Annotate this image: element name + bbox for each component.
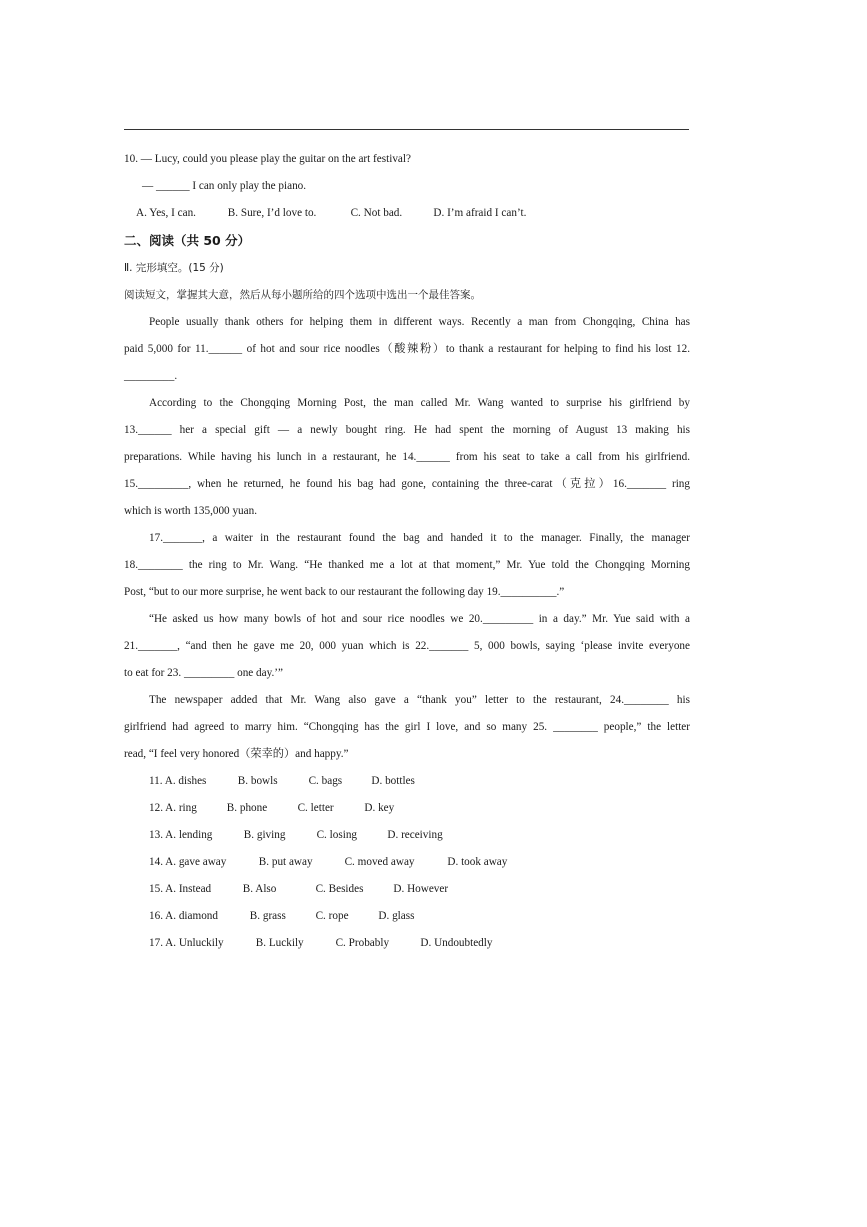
section-title: 二、阅读（共 50 分） <box>124 233 251 248</box>
choice-option: B. put away <box>258 856 313 868</box>
passage-line: 13.______ her a special gift — a newly bought ring. He had spent the morning of August 13 making his <box>124 424 690 436</box>
choice-option: C. bags <box>308 775 343 787</box>
passage-line: 18.________ the ring to Mr. Wang. “He thanked me a lot at that moment,” Mr. Yue told the Chongqing Morning <box>124 559 690 571</box>
choice-option: D. took away <box>447 856 508 868</box>
passage-line: People usually thank others for helping them in different ways. Recently a man from Chongqing, China has <box>149 316 690 328</box>
passage-line: 21._______, “and then he gave me 20, 000 yuan which is 22._______ 5, 000 bowls, saying ‘please invite everyone <box>124 640 690 652</box>
choices-list <box>124 768 690 957</box>
choice-option: B. giving <box>243 829 286 841</box>
choice-row-12 <box>124 795 690 822</box>
page-content <box>124 146 690 957</box>
choice-option: D. However <box>393 883 449 895</box>
choice-option: D. glass <box>378 910 415 922</box>
passage-line: Post, “but to our more surprise, he went back to our restaurant the following day 19.__________.” <box>124 586 565 598</box>
passage-line: 17._______, a waiter in the restaurant found the bag and handed it to the manager. Finally, the manager <box>149 532 690 544</box>
choice-row-15 <box>124 876 690 903</box>
choice-option: 15. A. Instead <box>149 883 212 895</box>
choice-option: B. Luckily <box>255 937 304 949</box>
passage-line: read, “I feel very honored（荣幸的）and happy.” <box>124 748 349 760</box>
passage-line: “He asked us how many bowls of hot and sour rice noodles we 20._________ in a day.” Mr. Yue said with a <box>149 613 690 625</box>
choice-option: C. Besides <box>315 883 364 895</box>
passage-line: 15._________, when he returned, he found his bag had gone, containing the three-carat（克拉）16._______ ring <box>124 478 690 490</box>
q10-option-c: C. Not bad. <box>350 207 403 219</box>
passage-line: According to the Chongqing Morning Post, the man called Mr. Wang wanted to surprise his girlfriend by <box>149 397 690 409</box>
choice-option: 11. A. dishes <box>149 775 207 787</box>
choice-option: D. bottles <box>371 775 415 787</box>
q10-reply: — ______ I can only play the piano. <box>142 180 307 192</box>
choice-option: 12. A. ring <box>149 802 197 814</box>
q10-options <box>124 200 690 227</box>
choice-option: C. moved away <box>344 856 415 868</box>
choice-option: B. phone <box>226 802 268 814</box>
choice-option: B. Also <box>242 883 277 895</box>
choice-option: C. rope <box>315 910 349 922</box>
choice-row-17 <box>124 930 690 957</box>
choice-option: B. bowls <box>237 775 278 787</box>
passage <box>124 309 690 768</box>
q10-question: 10. — Lucy, could you please play the guitar on the art festival? <box>124 153 411 165</box>
choice-option: 16. A. diamond <box>149 910 218 922</box>
choice-option: 13. A. lending <box>149 829 213 841</box>
choice-option: B. grass <box>249 910 286 922</box>
passage-line: which is worth 135,000 yuan. <box>124 505 257 517</box>
choice-row-14 <box>124 849 690 876</box>
passage-line: to eat for 23. _________ one day.’” <box>124 667 283 679</box>
choice-row-16 <box>124 903 690 930</box>
choice-option: D. receiving <box>387 829 443 841</box>
choice-row-11 <box>124 768 690 795</box>
part-title: Ⅱ. 完形填空。(15 分) <box>124 262 224 274</box>
passage-line: paid 5,000 for 11.______ of hot and sour rice noodles（酸辣粉）to thank a restaurant for helping to find his lost 12. <box>124 343 690 355</box>
choice-option: D. Undoubtedly <box>420 937 493 949</box>
passage-line: girlfriend had agreed to marry him. “Chongqing has the girl I love, and so many 25. ________ people,” the letter <box>124 721 690 733</box>
header-rule <box>124 129 689 130</box>
choice-row-13 <box>124 822 690 849</box>
q10-option-a: A. Yes, I can. <box>136 207 196 219</box>
passage-line: preparations. While having his lunch in a restaurant, he 14.______ from his seat to take a call from his girlfriend. <box>124 451 690 463</box>
choice-option: C. losing <box>316 829 358 841</box>
passage-line: _________. <box>124 370 178 382</box>
instruction: 阅读短文，掌握其大意，然后从每小题所给的四个选项中选出一个最佳答案。 <box>124 289 481 301</box>
choice-option: 14. A. gave away <box>149 856 227 868</box>
choice-option: C. letter <box>297 802 334 814</box>
choice-option: D. key <box>364 802 395 814</box>
choice-option: C. Probably <box>335 937 390 949</box>
passage-line: The newspaper added that Mr. Wang also gave a “thank you” letter to the restaurant, 24.________ his <box>149 694 690 706</box>
q10-option-d: D. I’m afraid I can’t. <box>433 207 527 219</box>
q10-option-b: B. Sure, I’d love to. <box>227 207 317 219</box>
choice-option: 17. A. Unluckily <box>149 937 224 949</box>
